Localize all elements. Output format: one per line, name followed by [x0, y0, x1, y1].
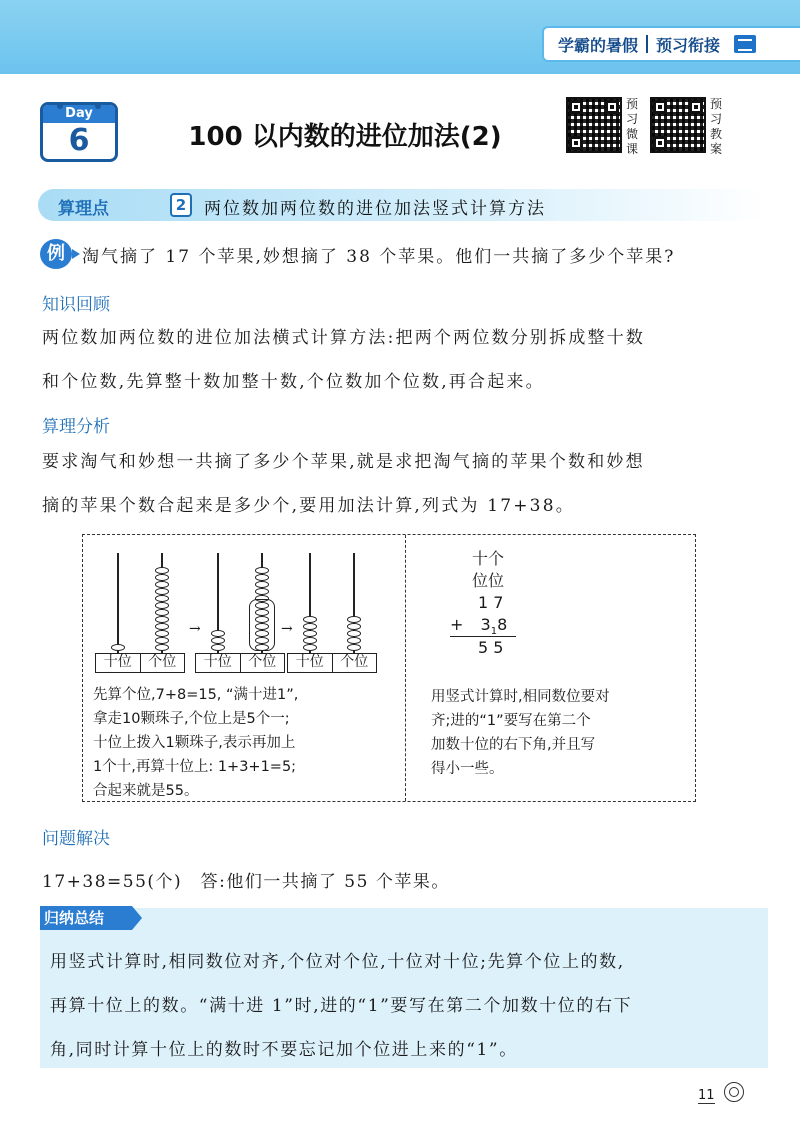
- arrow-icon: →: [281, 621, 293, 637]
- explanation-line: 齐;进的“1”要写在第二个: [431, 713, 591, 729]
- bead-group-box: [249, 599, 275, 651]
- review-line-1: 两位数加两位数的进位加法横式计算方法:把两个两位数分别拆成整十数: [42, 328, 646, 348]
- day-number: 6: [68, 123, 90, 158]
- section-header: [38, 189, 766, 221]
- summary-line-1: 用竖式计算时,相同数位对齐,个位对个位,十位对十位;先算个位上的数,: [50, 952, 625, 972]
- diagram-box: [82, 534, 696, 802]
- section-tag: 算理点: [58, 199, 109, 219]
- abacus-initial: [95, 553, 185, 673]
- book-icon: [734, 35, 756, 53]
- tens-label: 十位: [96, 654, 141, 672]
- ones-label: 个位: [148, 654, 177, 670]
- abacus-result: [287, 553, 377, 673]
- page-title: 100 以内数的进位加法(2): [188, 122, 502, 152]
- explanation-line: 先算个位,7+8=15, “满十进1”,: [93, 687, 299, 703]
- abacus-base: [95, 653, 185, 673]
- section-title: 两位数加两位数的进位加法竖式计算方法: [204, 199, 546, 219]
- header-tab-right: 预习衔接: [656, 35, 721, 55]
- abacus-carry: [195, 553, 285, 673]
- calc-addend-1: 1 7: [478, 593, 504, 612]
- day-badge: [40, 102, 118, 162]
- carry-mark: 1: [490, 626, 498, 638]
- summary-line-3: 角,同时计算十位上的数时不要忘记加个位进上来的“1”。: [50, 1040, 518, 1060]
- review-line-2: 和个位数,先算整十数加整十数,个位数加个位数,再合起来。: [42, 372, 545, 392]
- analysis-line-1: 要求淘气和妙想一共摘了多少个苹果,就是求把淘气摘的苹果个数和妙想: [42, 452, 645, 472]
- solution-heading: 问题解决: [42, 829, 110, 849]
- vertical-explanation: [431, 685, 689, 781]
- abacus-base: [287, 653, 377, 673]
- arrow-icon: →: [189, 621, 201, 637]
- qr-label-preview-lesson: 预习微课: [626, 97, 639, 156]
- qr-label-preview-plan: 预习教案: [710, 97, 723, 156]
- header-separator: [646, 35, 648, 53]
- section-number: 2: [170, 193, 192, 217]
- sun-icon: [724, 1082, 744, 1102]
- vertical-calculation: [442, 548, 542, 659]
- analysis-line-2: 摘的苹果个数合起来是多少个,要用加法计算,列式为 17+38。: [42, 496, 575, 516]
- day-label: Day: [43, 105, 115, 123]
- explanation-line: 拿走10颗珠子,个位上是5个一;: [93, 711, 290, 727]
- header-tab-left: 学霸的暑假: [558, 35, 639, 55]
- addend-2-tens: 3: [480, 615, 491, 634]
- explanation-line: 得小一些。: [431, 761, 504, 777]
- explanation-line: 1个十,再算十位上: 1+3+1=5;: [93, 759, 297, 775]
- page-number: 11: [698, 1088, 715, 1103]
- calc-place-header-2: 位位: [472, 571, 505, 590]
- solution-line: 17+38=55(个) 答:他们一共摘了 55 个苹果。: [42, 872, 450, 892]
- diagram-divider: [405, 535, 406, 801]
- analysis-heading: 算理分析: [42, 417, 110, 437]
- qr-code-icon[interactable]: [650, 97, 706, 153]
- abacus-base: [195, 653, 285, 673]
- summary-tag: 归纳总结: [40, 906, 132, 930]
- header-tab: [542, 26, 800, 62]
- ones-label: 个位: [248, 654, 277, 670]
- summary-line-2: 再算十位上的数。“满十进 1”时,进的“1”要写在第二个加数十位的右下: [50, 996, 633, 1016]
- explanation-line: 加数十位的右下角,并且写: [431, 737, 596, 753]
- tens-label: 十位: [288, 654, 333, 672]
- explanation-line: 合起来就是55。: [93, 783, 199, 799]
- tens-label: 十位: [196, 654, 241, 672]
- explanation-line: 十位上拨入1颗珠子,表示再加上: [93, 735, 296, 751]
- calc-addend-2: [442, 614, 542, 636]
- ones-label: 个位: [340, 654, 369, 670]
- review-heading: 知识回顾: [42, 295, 110, 315]
- qr-code-icon[interactable]: [566, 97, 622, 153]
- calc-place-header-1: 十个: [472, 549, 505, 568]
- example-text: 淘气摘了 17 个苹果,妙想摘了 38 个苹果。他们一共摘了多少个苹果?: [82, 247, 676, 267]
- plus-sign: +: [450, 615, 464, 634]
- example-badge: 例: [40, 239, 72, 269]
- addend-2-ones: 8: [497, 615, 508, 634]
- explanation-line: 用竖式计算时,相同数位要对: [431, 689, 610, 705]
- abacus-explanation: [93, 683, 399, 803]
- calc-result: 5 5: [478, 638, 504, 657]
